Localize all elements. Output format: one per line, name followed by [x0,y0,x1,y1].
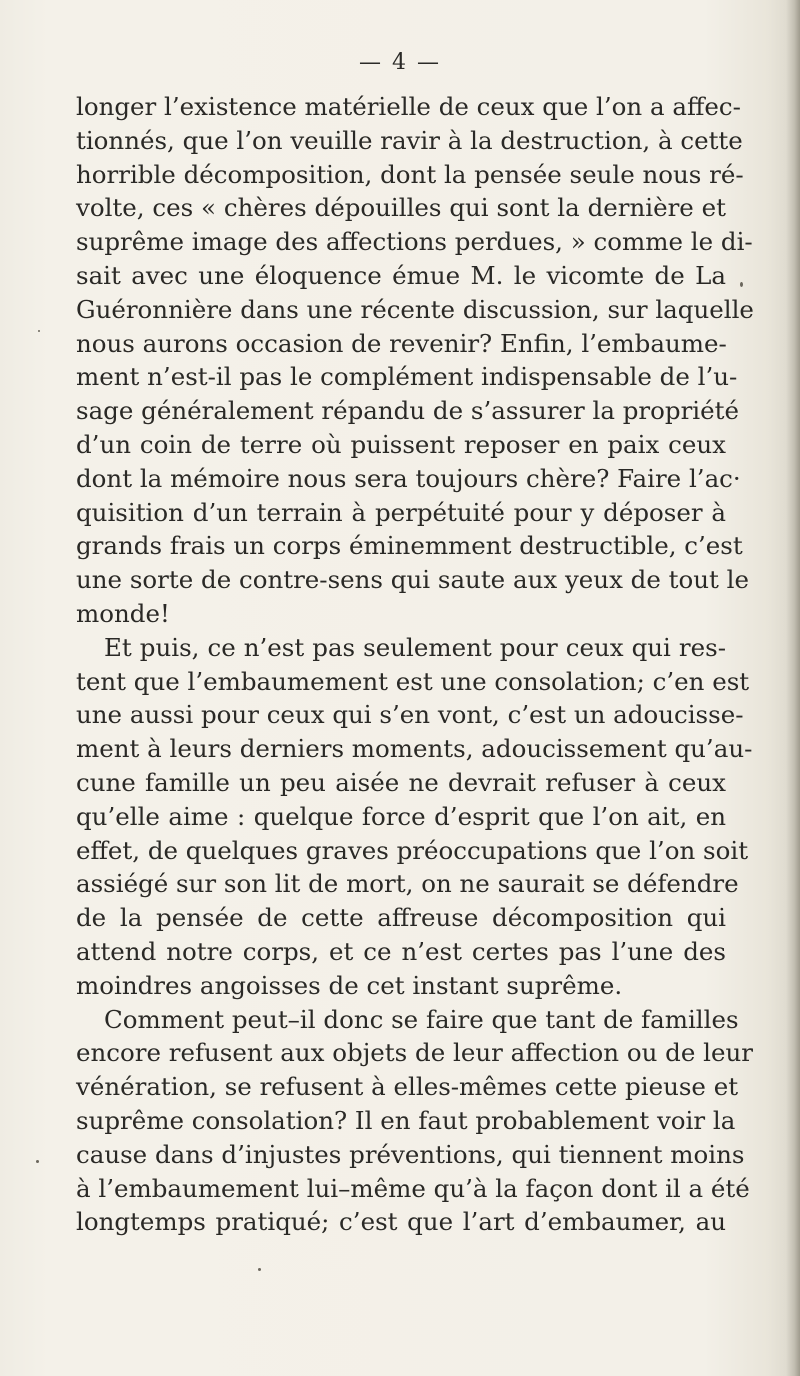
text-line: grands frais un corps éminemment destructible, c’est [76,531,743,561]
text-line: tent que l’embaumement est une consolation; c’en est [76,666,750,696]
text-line: suprême consolation? Il en faut probablement voir la [76,1105,736,1135]
text-line: assiégé sur son lit de mort, on ne saurait se défendre [76,869,739,899]
text-line: à l’embaumement lui–même qu’à la façon dont il a été [76,1173,750,1203]
text-line: de la pensée de cette affreuse décomposition qui [76,903,726,933]
text-line: encore refusent aux objets de leur affection ou de leur [76,1038,753,1068]
text-line: Et puis, ce n’est pas seulement pour ceux qui res- [104,632,726,662]
text-line: nous aurons occasion de revenir? Enfin, l’embaume- [76,328,727,358]
text-line: attend notre corps, et ce n’est certes pas l’une des [76,936,726,966]
text-line: cune famille un peu aisée ne devrait refuser à ceux [76,767,726,797]
paper-speck [38,330,40,332]
text-line: Guéronnière dans une récente discussion, sur laquelle [76,294,754,324]
text-line: Comment peut–il donc se faire que tant de familles [104,1004,739,1034]
text-line: ment n’est-il pas le complément indispensable de l’u- [76,362,738,392]
text-line: d’un coin de terre où puissent reposer en paix ceux [76,429,726,459]
text-line: quisition d’un terrain à perpétuité pour y déposer à [76,497,726,527]
text-line: dont la mémoire nous sera toujours chère? Faire l’ac· [76,463,741,493]
page-edge-shadow [786,0,800,1376]
text-line: vénération, se refusent à elles-mêmes cette pieuse et [76,1072,739,1102]
text-line: longtemps pratiqué; c’est que l’art d’embaumer, au [76,1207,726,1237]
text-line: moindres angoisses de cet instant suprême. [76,970,623,1000]
text-line: sage généralement répandu de s’assurer la propriété [76,396,739,426]
text-line: suprême image des affections perdues, » comme le di- [76,227,753,257]
text-line: qu’elle aime : quelque force d’esprit que l’on ait, en [76,801,726,831]
text-line: cause dans d’injustes préventions, qui tiennent moins [76,1139,745,1169]
text-line: une aussi pour ceux qui s’en vont, c’est un adoucisse- [76,700,744,730]
text-line: sait avec une éloquence émue M. le vicomte de La [76,260,726,290]
text-line: volte, ces « chères dépouilles qui sont la dernière et [76,193,726,223]
text-line: horrible décomposition, dont la pensée seule nous ré- [76,159,744,189]
text-line: longer l’existence matérielle de ceux que l’on a affec- [76,92,741,121]
text-line: monde! [76,598,170,628]
text-line: ment à leurs derniers moments, adoucissement qu’au- [76,734,753,764]
text-line: tionnés, que l’on veuille ravir à la destruction, à cette [76,125,743,155]
text-line: effet, de quelques graves préoccupations que l’on soit [76,835,749,865]
text-line: une sorte de contre-sens qui saute aux yeux de tout le [76,565,749,595]
paper-speck [740,282,743,287]
page-number: — 4 — [359,50,441,75]
body-text [76,90,754,1239]
paper-speck [36,1160,39,1163]
paper-speck [258,1268,261,1271]
